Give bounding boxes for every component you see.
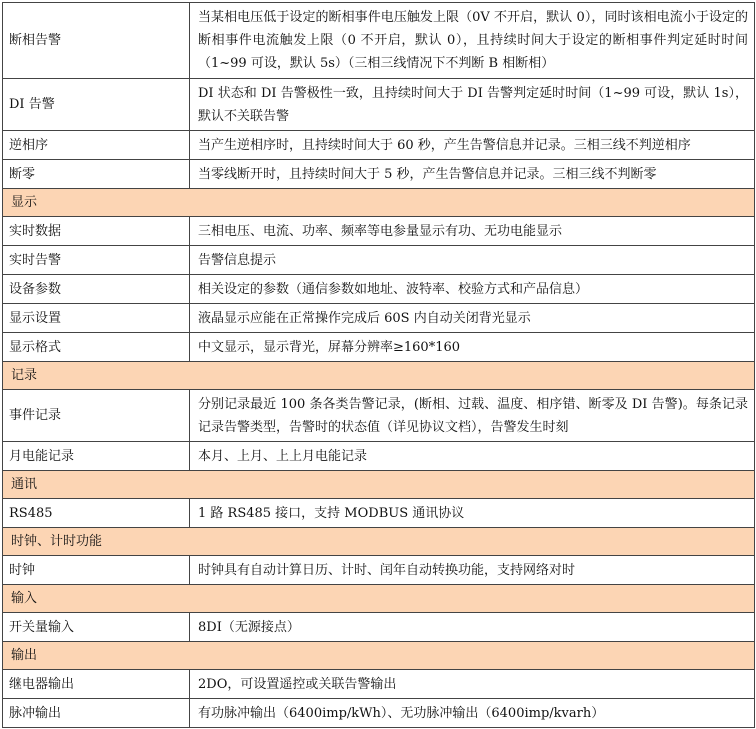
spec-row bbox=[3, 556, 755, 585]
spec-row bbox=[3, 160, 755, 189]
spec-description: 中文显示，显示背光，屏幕分辨率≥160*160 bbox=[190, 333, 755, 362]
section-header-row bbox=[3, 642, 755, 670]
spec-label: RS485 bbox=[3, 499, 190, 528]
spec-row bbox=[3, 699, 755, 728]
spec-table bbox=[2, 2, 755, 728]
spec-description: 1 路 RS485 接口，支持 MODBUS 通讯协议 bbox=[190, 499, 755, 528]
spec-row bbox=[3, 3, 755, 79]
spec-description: 分别记录最近 100 条各类告警记录，(断相、过载、温度、相序错、断零及 DI 告警)。每条记录记录告警类型，告警时的状态值（详见协议文档），告警发生时刻 bbox=[190, 390, 755, 442]
spec-row bbox=[3, 304, 755, 333]
section-header-row bbox=[3, 528, 755, 556]
section-title: 通讯 bbox=[3, 471, 755, 499]
spec-description: 2DO，可设置遥控或关联告警输出 bbox=[190, 670, 755, 699]
spec-label: 脉冲输出 bbox=[3, 699, 190, 728]
spec-row bbox=[3, 442, 755, 471]
spec-description: DI 状态和 DI 告警极性一致，且持续时间大于 DI 告警判定延时时间（1~99 可设，默认 1s），默认不关联告警 bbox=[190, 79, 755, 131]
spec-label: 显示设置 bbox=[3, 304, 190, 333]
spec-label: 断零 bbox=[3, 160, 190, 189]
spec-row bbox=[3, 499, 755, 528]
section-header-row bbox=[3, 471, 755, 499]
section-header-row bbox=[3, 362, 755, 390]
spec-description: 有功脉冲输出（6400imp/kWh）、无功脉冲输出（6400imp/kvarh） bbox=[190, 699, 755, 728]
spec-label: 实时告警 bbox=[3, 246, 190, 275]
spec-label: 显示格式 bbox=[3, 333, 190, 362]
spec-label: 事件记录 bbox=[3, 390, 190, 442]
spec-row bbox=[3, 333, 755, 362]
spec-row bbox=[3, 613, 755, 642]
spec-label: 开关量输入 bbox=[3, 613, 190, 642]
section-title: 记录 bbox=[3, 362, 755, 390]
spec-row bbox=[3, 79, 755, 131]
spec-row bbox=[3, 217, 755, 246]
spec-row bbox=[3, 275, 755, 304]
spec-description: 当产生逆相序时，且持续时间大于 60 秒，产生告警信息并记录。三相三线不判逆相序 bbox=[190, 131, 755, 160]
section-title: 输出 bbox=[3, 642, 755, 670]
section-title: 时钟、计时功能 bbox=[3, 528, 755, 556]
spec-label: 实时数据 bbox=[3, 217, 190, 246]
spec-label: DI 告警 bbox=[3, 79, 190, 131]
spec-table-body bbox=[3, 3, 755, 728]
spec-description: 相关设定的参数（通信参数如地址、波特率、校验方式和产品信息） bbox=[190, 275, 755, 304]
spec-row bbox=[3, 131, 755, 160]
spec-description: 8DI（无源接点） bbox=[190, 613, 755, 642]
section-header-row bbox=[3, 189, 755, 217]
spec-description: 当零线断开时，且持续时间大于 5 秒，产生告警信息并记录。三相三线不判断零 bbox=[190, 160, 755, 189]
spec-label: 继电器输出 bbox=[3, 670, 190, 699]
spec-label: 逆相序 bbox=[3, 131, 190, 160]
spec-label: 断相告警 bbox=[3, 3, 190, 79]
spec-description: 本月、上月、上上月电能记录 bbox=[190, 442, 755, 471]
section-header-row bbox=[3, 585, 755, 613]
spec-description: 当某相电压低于设定的断相事件电压触发上限（0V 不开启，默认 0），同时该相电流小于设定的断相事件电流触发上限（0 不开启，默认 0），且持续时间大于设定的断相事件判定延时时间（1~99 可设，默认 5s）（三相三线情况下不判断 B 相断相） bbox=[190, 3, 755, 79]
spec-row bbox=[3, 670, 755, 699]
spec-description: 时钟具有自动计算日历、计时、闰年自动转换功能，支持网络对时 bbox=[190, 556, 755, 585]
spec-description: 三相电压、电流、功率、频率等电参量显示有功、无功电能显示 bbox=[190, 217, 755, 246]
spec-label: 时钟 bbox=[3, 556, 190, 585]
spec-description: 液晶显示应能在正常操作完成后 60S 内自动关闭背光显示 bbox=[190, 304, 755, 333]
section-title: 显示 bbox=[3, 189, 755, 217]
spec-label: 月电能记录 bbox=[3, 442, 190, 471]
spec-row bbox=[3, 390, 755, 442]
section-title: 输入 bbox=[3, 585, 755, 613]
spec-label: 设备参数 bbox=[3, 275, 190, 304]
spec-row bbox=[3, 246, 755, 275]
spec-description: 告警信息提示 bbox=[190, 246, 755, 275]
